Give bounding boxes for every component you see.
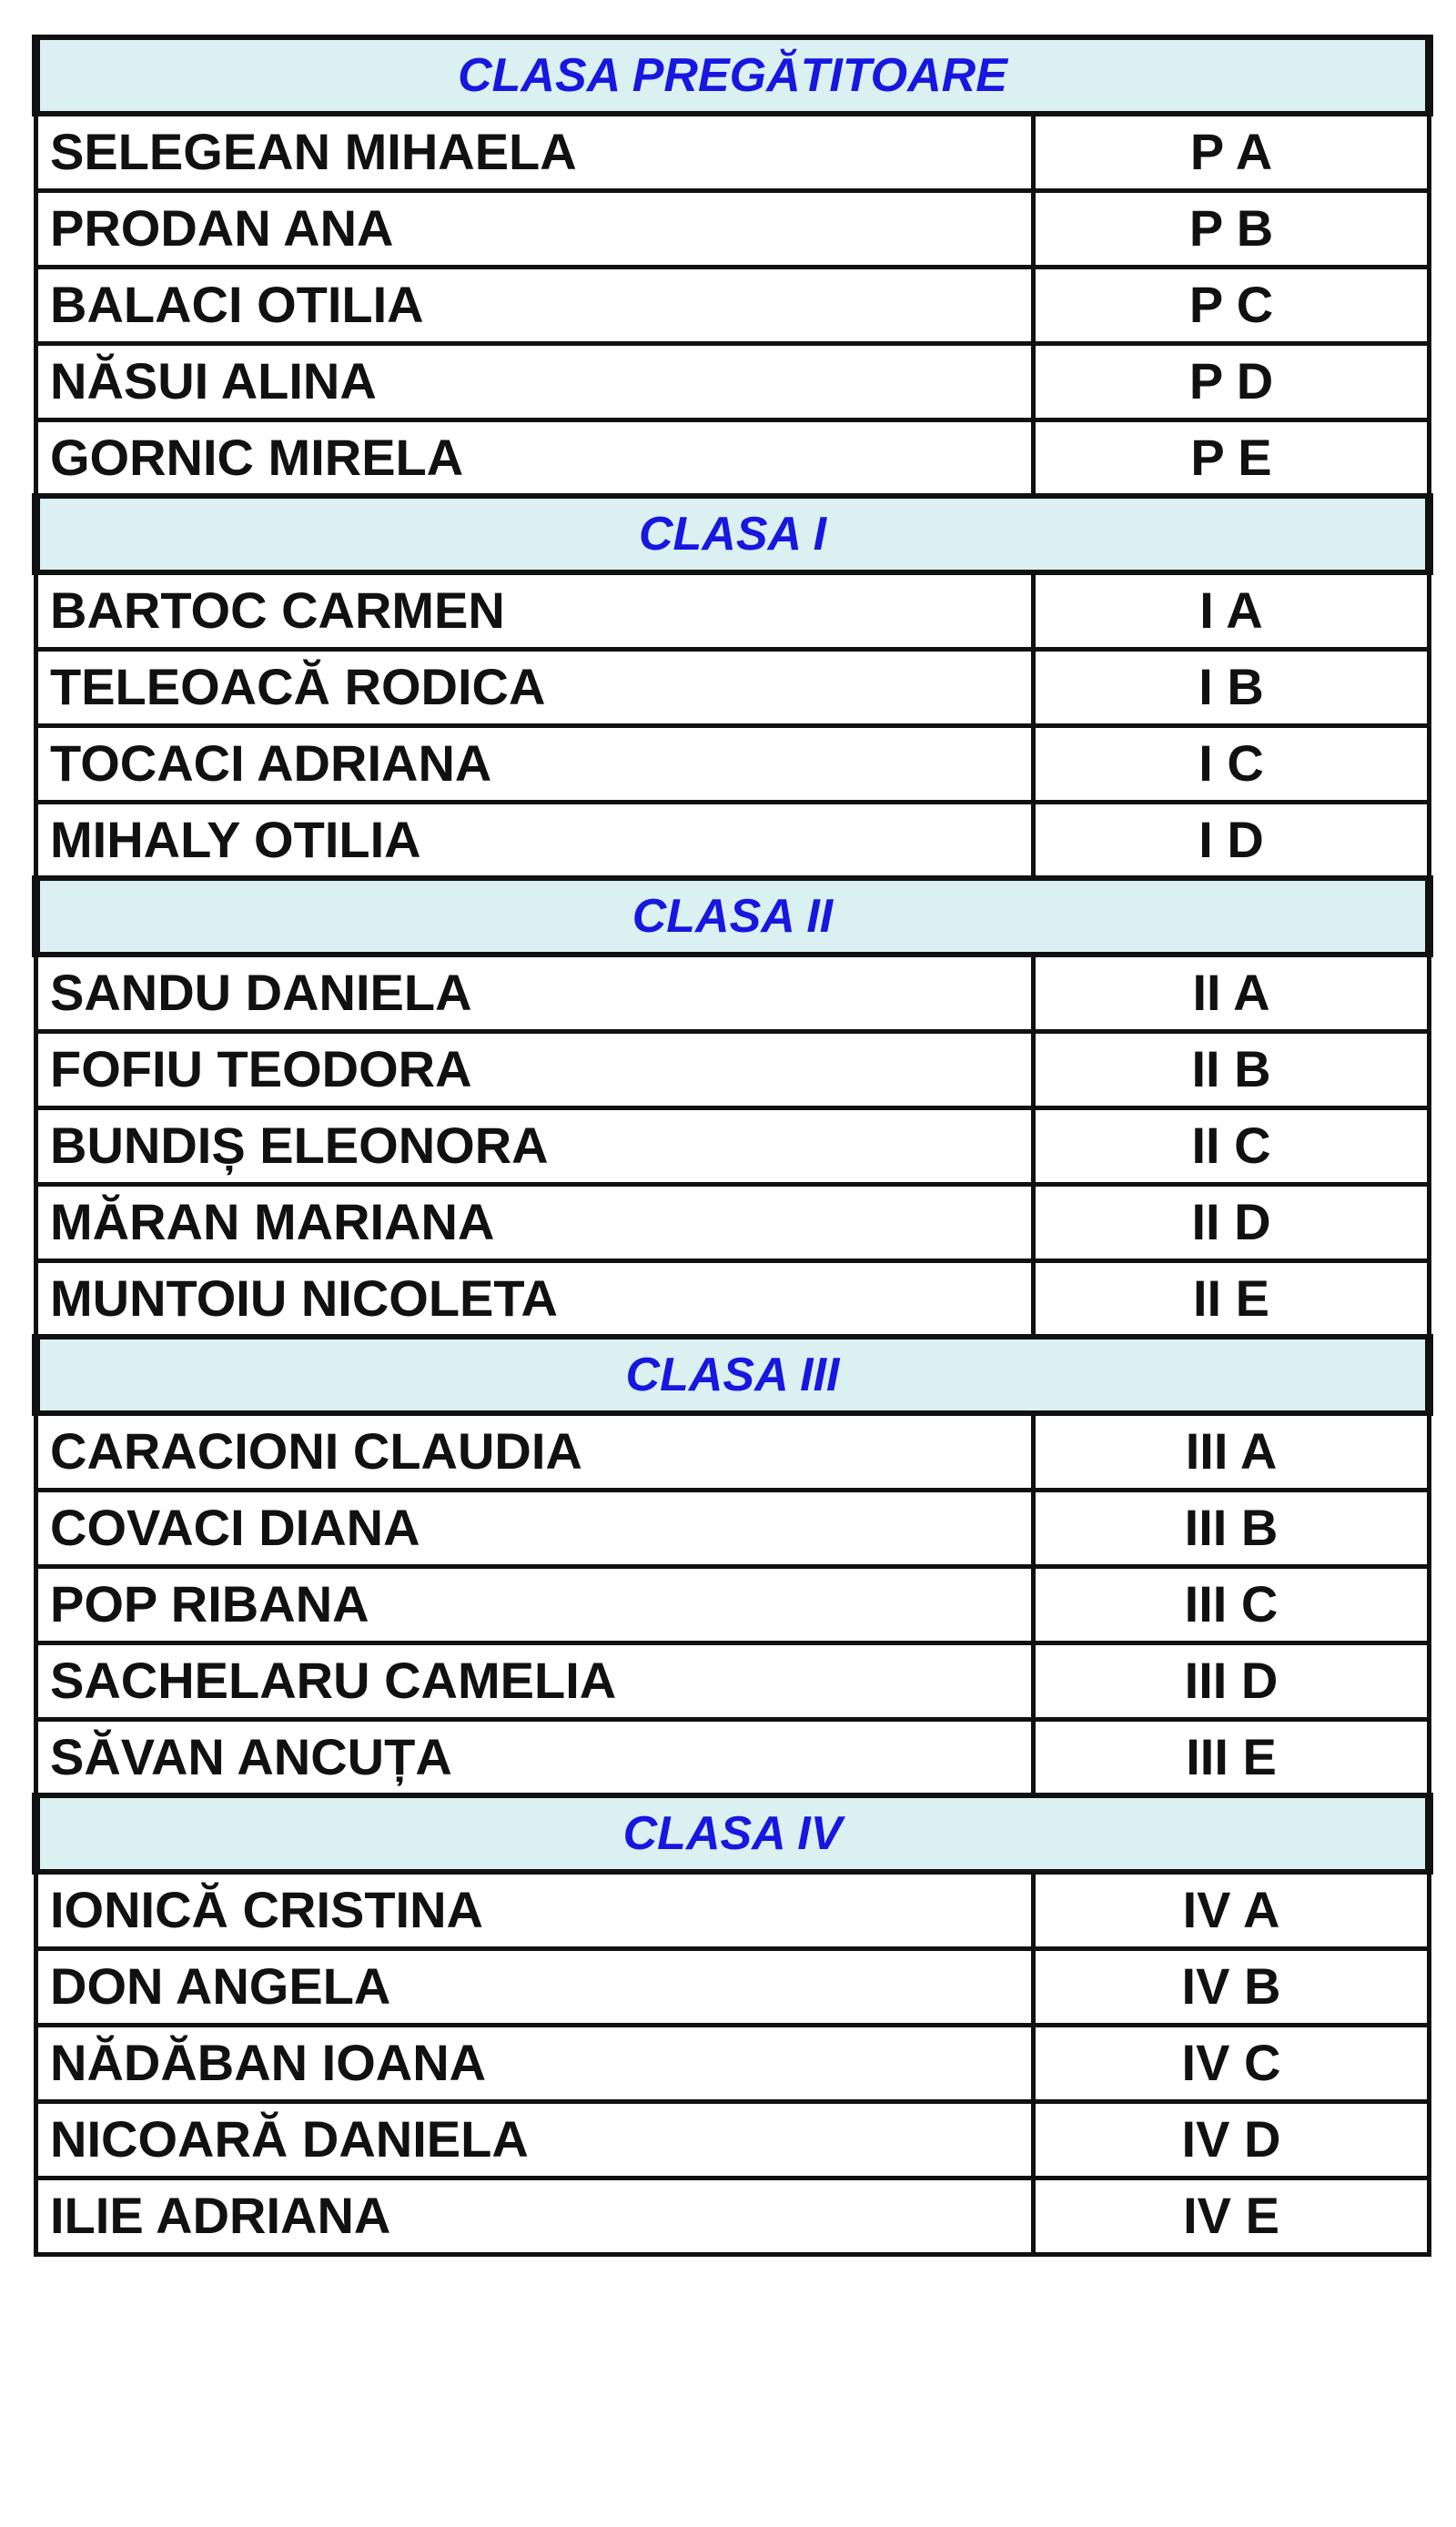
section-header-row [36,496,1430,572]
class-code-cell: P A [1034,114,1430,190]
class-code-cell: III A [1034,1413,1430,1490]
teacher-name-cell: BALACI OTILIA [36,267,1034,343]
class-code-cell: II A [1034,955,1430,1031]
section-title: CLASA III [36,1337,1430,1413]
section-title: CLASA PREGĂTITOARE [36,37,1430,114]
class-code-cell: IV D [1034,2101,1430,2178]
table-row [36,1413,1430,1490]
table-row [36,267,1430,343]
teacher-name-cell: MIHALY OTILIA [36,802,1034,878]
table-row [36,955,1430,1031]
class-code-cell: IV E [1034,2178,1430,2254]
teacher-name-cell: DON ANGELA [36,1948,1034,2025]
table-row [36,1566,1430,1643]
table-row [36,1107,1430,1184]
class-code-cell: III D [1034,1643,1430,1719]
table-row [36,725,1430,802]
teacher-name-cell: SACHELARU CAMELIA [36,1643,1034,1719]
class-code-cell: P E [1034,419,1430,496]
table-body [36,37,1430,2254]
table-row [36,190,1430,267]
class-code-cell: III C [1034,1566,1430,1643]
class-teacher-table [32,35,1433,2257]
teacher-name-cell: ILIE ADRIANA [36,2178,1034,2254]
section-title: CLASA IV [36,1795,1430,1872]
teacher-name-cell: SĂVAN ANCUȚA [36,1719,1034,1795]
section-header-row [36,37,1430,114]
table-row [36,1643,1430,1719]
class-code-cell: IV B [1034,1948,1430,2025]
table-row [36,1872,1430,1948]
table-row [36,114,1430,190]
class-code-cell: I B [1034,649,1430,725]
teacher-name-cell: CARACIONI CLAUDIA [36,1413,1034,1490]
table-row [36,1719,1430,1795]
teacher-name-cell: POP RIBANA [36,1566,1034,1643]
teacher-name-cell: SELEGEAN MIHAELA [36,114,1034,190]
section-header-row [36,1337,1430,1413]
table-row [36,802,1430,878]
class-code-cell: I A [1034,572,1430,649]
section-header-row [36,1795,1430,1872]
class-code-cell: P C [1034,267,1430,343]
table-row [36,1184,1430,1260]
class-code-cell: III E [1034,1719,1430,1795]
section-title: CLASA II [36,878,1430,955]
class-code-cell: II E [1034,1260,1430,1337]
table-row [36,1031,1430,1107]
teacher-name-cell: TELEOACĂ RODICA [36,649,1034,725]
class-code-cell: IV C [1034,2025,1430,2101]
section-header-row [36,878,1430,955]
teacher-name-cell: PRODAN ANA [36,190,1034,267]
table-row [36,2025,1430,2101]
class-code-cell: II D [1034,1184,1430,1260]
teacher-name-cell: COVACI DIANA [36,1490,1034,1566]
class-code-cell: I D [1034,802,1430,878]
class-code-cell: II C [1034,1107,1430,1184]
table-row [36,2178,1430,2254]
table-row [36,1260,1430,1337]
teacher-name-cell: SANDU DANIELA [36,955,1034,1031]
table-row [36,419,1430,496]
class-code-cell: P D [1034,343,1430,419]
class-code-cell: P B [1034,190,1430,267]
class-code-cell: III B [1034,1490,1430,1566]
class-code-cell: I C [1034,725,1430,802]
table-row [36,572,1430,649]
teacher-name-cell: IONICĂ CRISTINA [36,1872,1034,1948]
teacher-name-cell: NĂSUI ALINA [36,343,1034,419]
class-code-cell: II B [1034,1031,1430,1107]
teacher-name-cell: NĂDĂBAN IOANA [36,2025,1034,2101]
table-row [36,2101,1430,2178]
table-row [36,343,1430,419]
teacher-name-cell: TOCACI ADRIANA [36,725,1034,802]
table-row [36,1490,1430,1566]
teacher-name-cell: FOFIU TEODORA [36,1031,1034,1107]
table-row [36,649,1430,725]
teacher-name-cell: BARTOC CARMEN [36,572,1034,649]
teacher-name-cell: MUNTOIU NICOLETA [36,1260,1034,1337]
section-title: CLASA I [36,496,1430,572]
teacher-name-cell: NICOARĂ DANIELA [36,2101,1034,2178]
table-row [36,1948,1430,2025]
class-code-cell: IV A [1034,1872,1430,1948]
teacher-name-cell: BUNDIȘ ELEONORA [36,1107,1034,1184]
teacher-name-cell: GORNIC MIRELA [36,419,1034,496]
teacher-name-cell: MĂRAN MARIANA [36,1184,1034,1260]
